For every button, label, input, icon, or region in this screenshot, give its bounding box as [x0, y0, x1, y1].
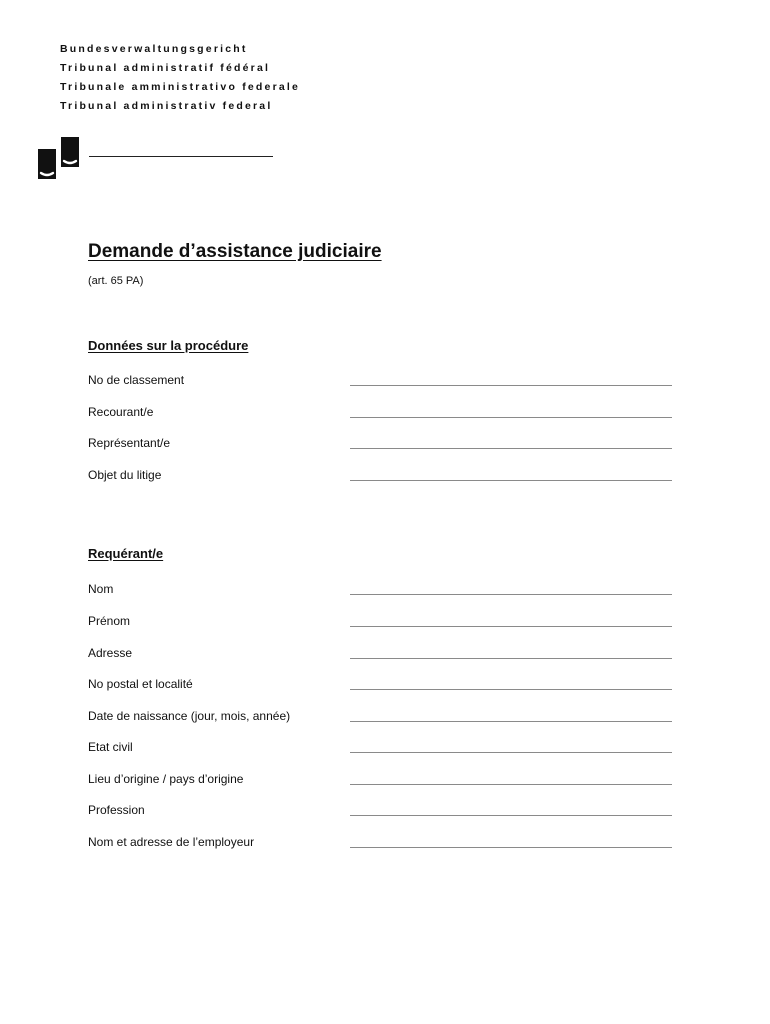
page-title: Demande d’assistance judiciaire — [88, 241, 382, 262]
field-label: Nom et adresse de l’employeur — [88, 835, 255, 849]
form-row-employer — [88, 835, 673, 855]
court-name-rm: Tribunal administrativ federal — [60, 100, 273, 112]
case-number-field[interactable] — [350, 385, 672, 386]
form-row-civil-status — [88, 740, 673, 760]
form-row-postal-locality — [88, 677, 673, 697]
form-row-birth-date — [88, 709, 673, 729]
form-row-representative — [88, 436, 673, 456]
court-name-fr: Tribunal administratif fédéral — [60, 62, 271, 74]
form-row-appellant — [88, 405, 673, 425]
employer-field[interactable] — [350, 847, 672, 848]
form-row-profession — [88, 803, 673, 823]
address-field[interactable] — [350, 658, 672, 659]
field-label: Recourant/e — [88, 405, 154, 419]
field-label: No postal et localité — [88, 677, 193, 691]
court-names — [60, 40, 300, 116]
court-name-de: Bundesverwaltungsgericht — [60, 43, 248, 55]
field-label: Objet du litige — [88, 468, 162, 482]
field-label: Date de naissance (jour, mois, année) — [88, 709, 291, 723]
field-label: Prénom — [88, 614, 131, 628]
last-name-field[interactable] — [350, 594, 672, 595]
form-row-origin — [88, 772, 673, 792]
field-label: Nom — [88, 582, 114, 596]
origin-field[interactable] — [350, 784, 672, 785]
field-label: Profession — [88, 803, 145, 817]
form-row-first-name — [88, 614, 673, 634]
field-label: No de classement — [88, 373, 185, 387]
postal-locality-field[interactable] — [350, 689, 672, 690]
form-row-case-number — [88, 373, 673, 393]
page-subtitle: (art. 65 PA) — [88, 275, 144, 287]
court-logo-icon — [38, 137, 80, 179]
court-name-it: Tribunale amministrativo federale — [60, 81, 301, 93]
field-label: Représentant/e — [88, 436, 171, 450]
form-row-address — [88, 646, 673, 666]
form-row-last-name — [88, 582, 673, 602]
appellant-field[interactable] — [350, 417, 672, 418]
form-row-subject — [88, 468, 673, 488]
profession-field[interactable] — [350, 815, 672, 816]
section-heading-procedure: Données sur la procédure — [88, 338, 249, 353]
field-label: Adresse — [88, 646, 133, 660]
field-label: Lieu d’origine / pays d’origine — [88, 772, 244, 786]
logo-divider — [89, 156, 273, 157]
representative-field[interactable] — [350, 448, 672, 449]
field-label: Etat civil — [88, 740, 133, 754]
section-heading-applicant: Requérant/e — [88, 546, 164, 561]
birth-date-field[interactable] — [350, 721, 672, 722]
civil-status-field[interactable] — [350, 752, 672, 753]
first-name-field[interactable] — [350, 626, 672, 627]
subject-field[interactable] — [350, 480, 672, 481]
